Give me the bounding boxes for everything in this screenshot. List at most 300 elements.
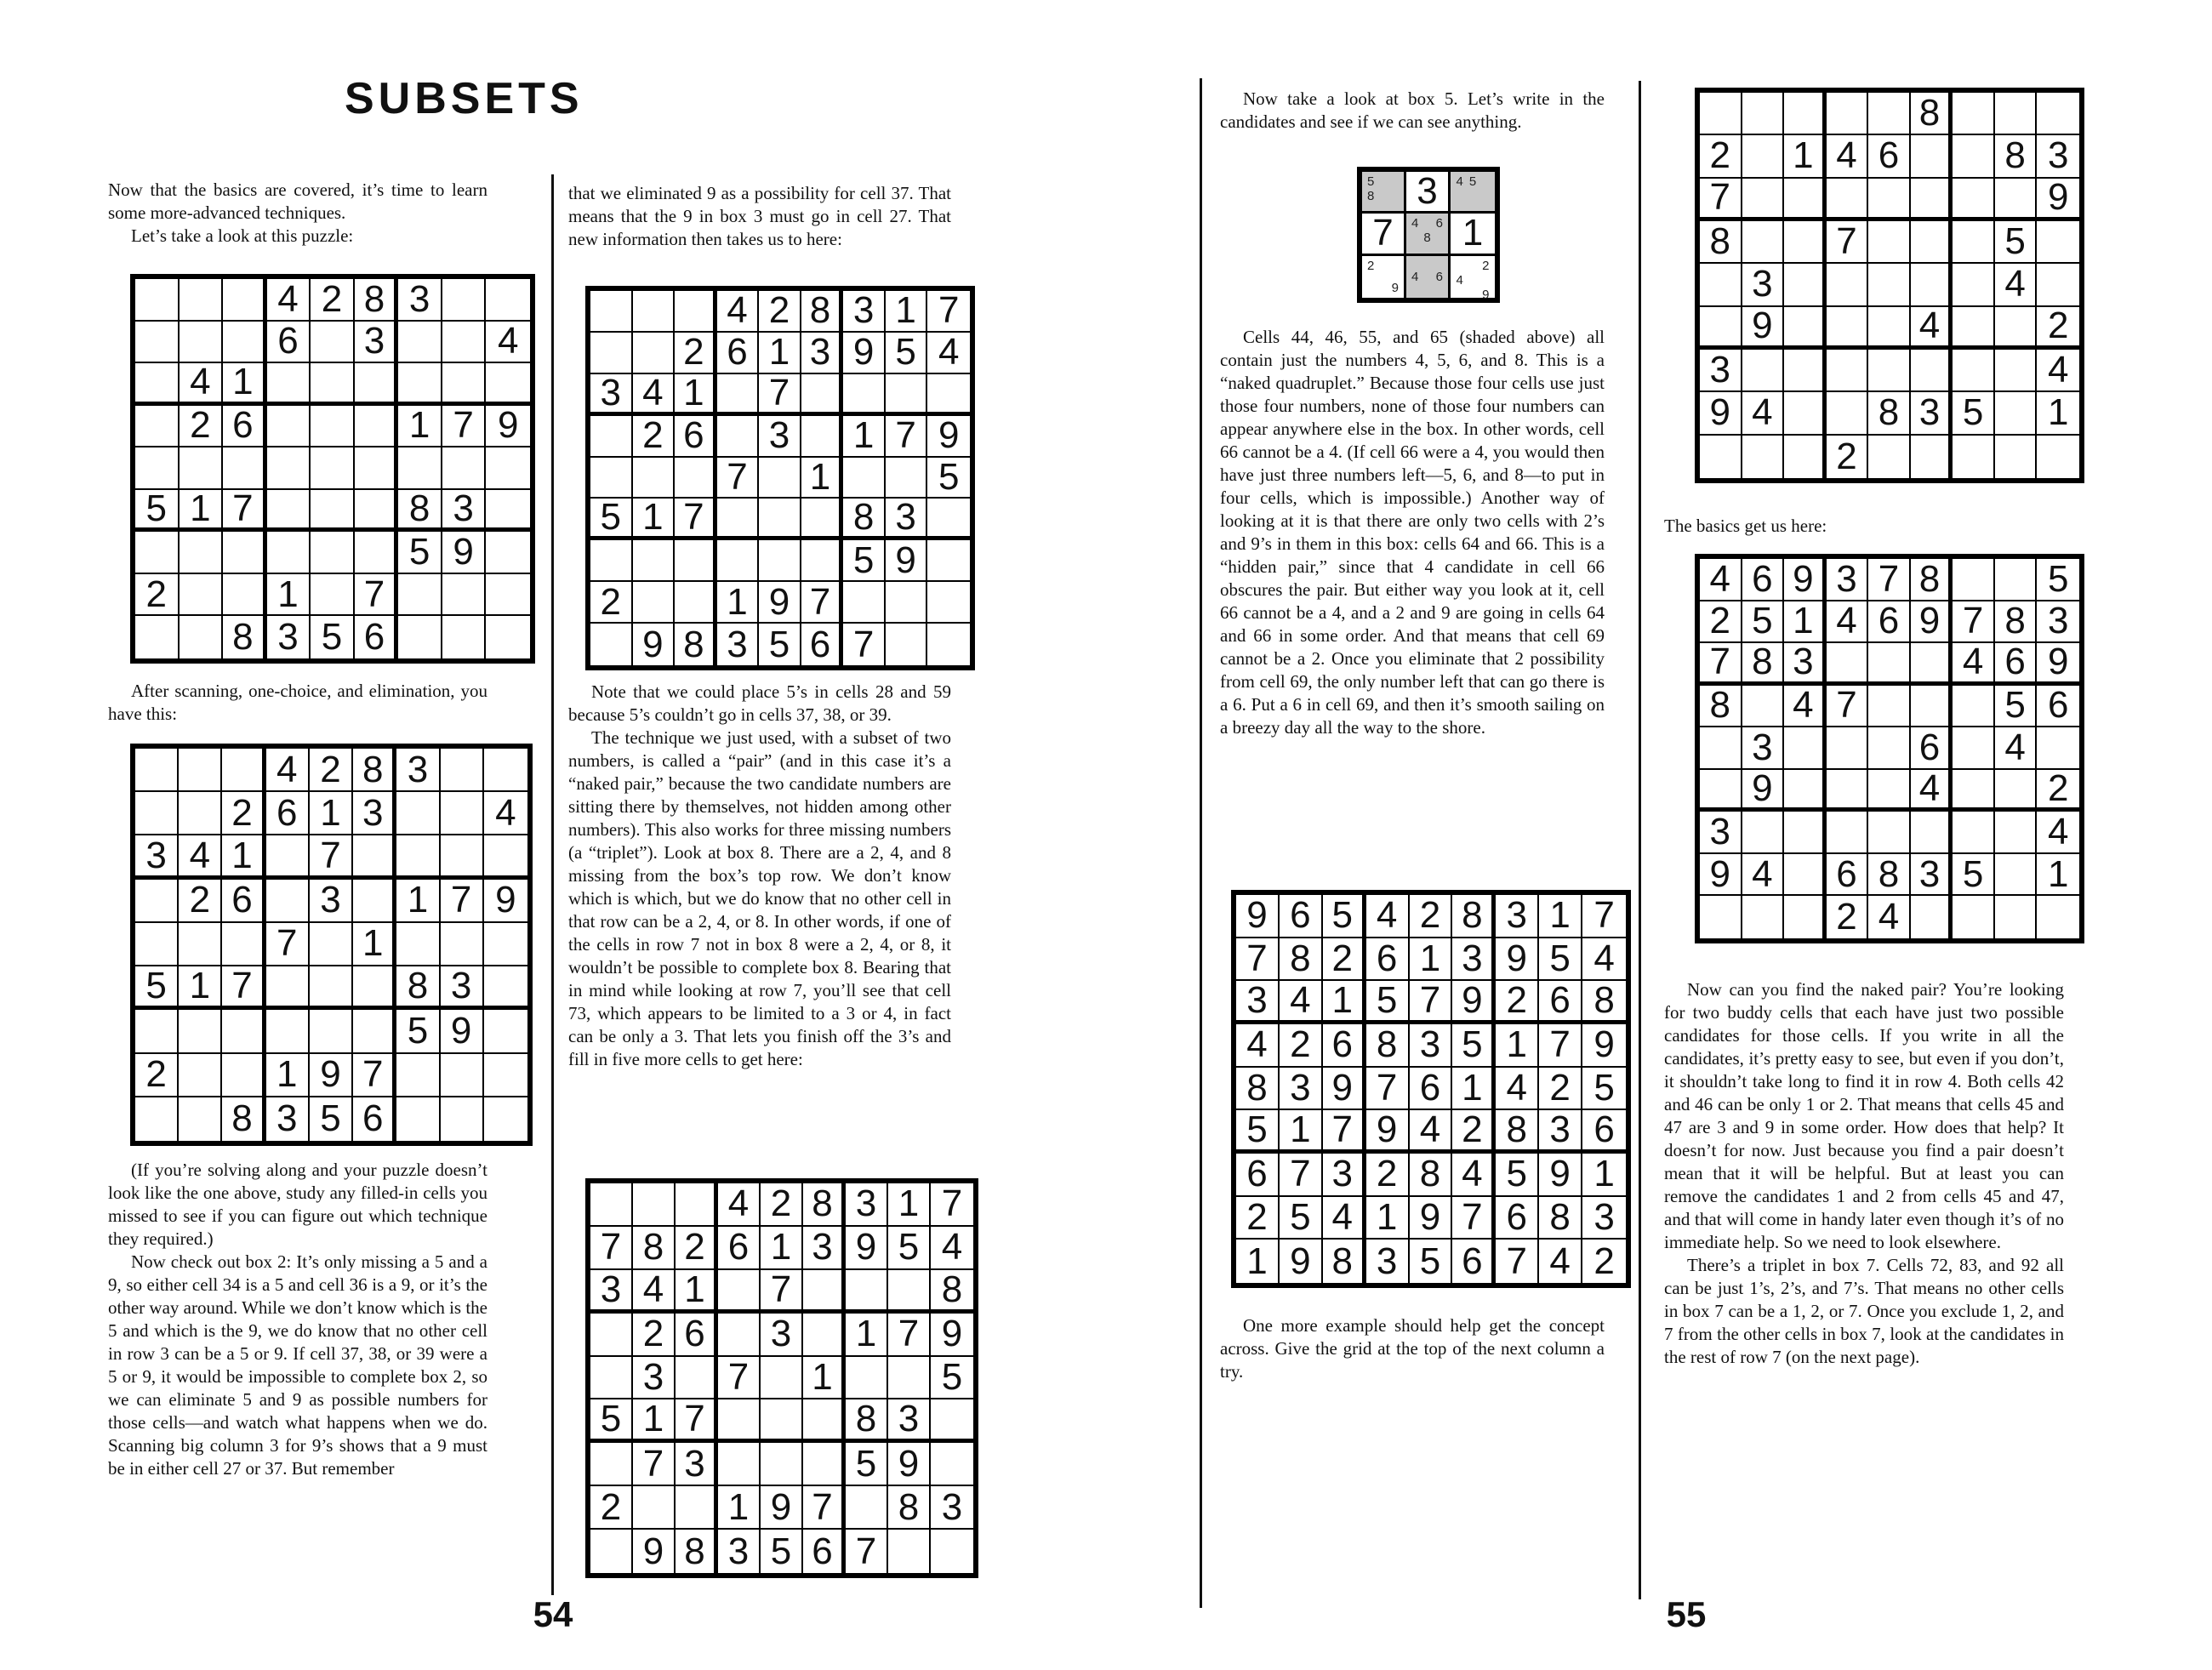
sudoku-cell bbox=[1784, 179, 1827, 221]
sudoku-cell: 5 bbox=[888, 1227, 931, 1270]
sudoku-cell: 4 bbox=[266, 749, 310, 792]
sudoku-cell bbox=[353, 880, 396, 923]
candidate-digit: 8 bbox=[1366, 189, 1375, 203]
sudoku-cell: 1 bbox=[801, 458, 844, 499]
candidate-digit bbox=[1421, 216, 1433, 231]
sudoku-cell bbox=[222, 1054, 265, 1097]
sudoku-cell bbox=[135, 532, 180, 574]
sudoku-cell bbox=[486, 279, 530, 322]
sudoku-cell: 7 bbox=[927, 291, 970, 333]
sudoku-cell: 3 bbox=[267, 616, 311, 658]
sudoku-cell bbox=[441, 1054, 484, 1097]
sudoku-cell bbox=[396, 835, 440, 879]
sudoku-cell bbox=[442, 447, 487, 490]
sudoku-cell: 9 bbox=[1784, 559, 1827, 601]
sudoku-cell: 6 bbox=[222, 880, 265, 923]
sudoku-cell bbox=[180, 279, 224, 322]
intro-box5-paragraph bbox=[1220, 88, 1605, 134]
sudoku-cell: 9 bbox=[2037, 179, 2079, 221]
sudoku-cell: 6 bbox=[1323, 1024, 1366, 1068]
big-digit: 3 bbox=[1417, 170, 1438, 213]
sudoku-cell: 8 bbox=[1742, 643, 1785, 686]
sudoku-cell: 3 bbox=[761, 1314, 803, 1357]
sudoku-cell: 7 bbox=[1827, 686, 1869, 728]
sudoku-cell: 6 bbox=[1496, 1197, 1539, 1240]
sudoku-cell bbox=[1784, 436, 1827, 478]
sudoku-cell: 3 bbox=[396, 749, 440, 792]
sudoku-cell bbox=[1784, 727, 1827, 770]
sudoku-cell bbox=[222, 1010, 265, 1053]
sudoku-cell: 6 bbox=[803, 1530, 846, 1573]
sudoku-grid-solved bbox=[1231, 890, 1631, 1288]
sudoku-cell: 8 bbox=[1582, 981, 1626, 1024]
sudoku-cell: 8 bbox=[398, 490, 442, 533]
sudoku-cell bbox=[1700, 436, 1742, 478]
paragraph: Cells 44, 46, 55, and 65 (shaded above) all contain just the numbers 4, 5, 6, and 8. This is a “naked quadruplet.” Because those four cells use just those four numbers, none of those four numbers can appear anywhere else in the box. In other words, cell 66 cannot be a 4. (If cell 66 were a 4, you would then have just three numbers left—5, 6, and 8—to put in four cells, which is impossible.) Another way of looking at it is that there are only two cells with 2’s and 9’s in them in this box: cells 64 and 66. This is a “hidden pair,” since that 4 candidate in cell 66 obscures the pair. But either way you look at it, cell 66 cannot be a 4, and a 2 and 9 are going in cells 64 and 66 in some order. And that means that cell 69 cannot be a 2. Once you eliminate that 2 possibility from cell 69, the only number left that can go there is a 6. Put a 6 in cell 69, and then it’s smooth sailing on a breezy day all the way to the shore. bbox=[1220, 327, 1605, 738]
sudoku-cell: 6 bbox=[1410, 1068, 1453, 1111]
sudoku-cell bbox=[1868, 686, 1911, 728]
sudoku-cell bbox=[135, 447, 180, 490]
sudoku-cell: 7 bbox=[675, 499, 717, 540]
sudoku-cell: 9 bbox=[1582, 1024, 1626, 1068]
sudoku-cell bbox=[1827, 812, 1869, 854]
sudoku-cell: 1 bbox=[675, 374, 717, 416]
sudoku-cell bbox=[803, 1443, 846, 1486]
caption-after-scanning bbox=[108, 680, 487, 726]
sudoku-cell bbox=[886, 374, 928, 416]
candidate-digit bbox=[1479, 273, 1492, 288]
sudoku-cell: 7 bbox=[1868, 559, 1911, 601]
sudoku-cell: 3 bbox=[1539, 1110, 1582, 1154]
sudoku-cell: 3 bbox=[398, 279, 442, 322]
sudoku-cell bbox=[223, 574, 267, 617]
sudoku-cell bbox=[180, 322, 224, 364]
sudoku-cell bbox=[718, 1270, 761, 1314]
sudoku-cell: 2 bbox=[1827, 896, 1869, 938]
sudoku-cell bbox=[1868, 179, 1911, 221]
sudoku-grid-after-triplet bbox=[585, 1178, 978, 1578]
sudoku-cell: 4 bbox=[486, 322, 530, 364]
sudoku-cell: 5 bbox=[1995, 221, 2038, 264]
sudoku-cell: 4 bbox=[1366, 895, 1410, 938]
sudoku-cell bbox=[590, 1314, 633, 1357]
sudoku-cell: 5 bbox=[310, 1097, 353, 1141]
sudoku-cell: 7 bbox=[1700, 179, 1742, 221]
sudoku-cell: 5 bbox=[590, 1399, 633, 1443]
sudoku-cell bbox=[1995, 350, 2038, 392]
sudoku-cell: 1 bbox=[180, 490, 224, 533]
sudoku-cell: 5 bbox=[843, 540, 886, 582]
sudoku-cell bbox=[633, 540, 676, 582]
sudoku-cell bbox=[179, 923, 222, 966]
candidate-digit: 2 bbox=[1482, 258, 1490, 273]
sudoku-cell bbox=[1784, 350, 1827, 392]
sudoku-cell bbox=[761, 1357, 803, 1400]
candidate-digit bbox=[1421, 284, 1433, 295]
sudoku-cell: 7 bbox=[633, 1443, 676, 1486]
sudoku-cell bbox=[1784, 221, 1827, 264]
sudoku-cell bbox=[135, 322, 180, 364]
sudoku-cell bbox=[888, 1530, 931, 1573]
sudoku-cell: 9 bbox=[310, 1054, 353, 1097]
sudoku-cell bbox=[717, 374, 760, 416]
sudoku-cell: 2 bbox=[310, 749, 353, 792]
candidate-mini-grid bbox=[1409, 216, 1445, 250]
sudoku-cell bbox=[1911, 179, 1953, 221]
sudoku-cell: 1 bbox=[2037, 392, 2079, 435]
sudoku-cell bbox=[1742, 812, 1785, 854]
candidate-digit bbox=[1466, 199, 1479, 209]
sudoku-cell bbox=[398, 322, 442, 364]
sudoku-grid-new-puzzle bbox=[1695, 88, 2084, 483]
sudoku-cell: 7 bbox=[803, 1486, 846, 1530]
sudoku-cell bbox=[1700, 727, 1742, 770]
sudoku-cell: 2 bbox=[311, 279, 355, 322]
candidate-digit bbox=[1453, 199, 1466, 209]
candidate-mini-grid bbox=[1365, 259, 1401, 295]
sudoku-cell bbox=[1742, 350, 1785, 392]
sudoku-cell: 6 bbox=[1452, 1240, 1496, 1283]
sudoku-cell bbox=[590, 458, 633, 499]
sudoku-cell: 3 bbox=[353, 792, 396, 835]
sudoku-cell bbox=[180, 532, 224, 574]
sudoku-cell: 3 bbox=[2037, 601, 2079, 644]
sudoku-cell: 7 bbox=[1410, 981, 1453, 1024]
sudoku-cell bbox=[223, 322, 267, 364]
sudoku-cell: 3 bbox=[931, 1486, 973, 1530]
sudoku-cell: 6 bbox=[801, 624, 844, 665]
sudoku-cell: 7 bbox=[888, 1314, 931, 1357]
candidate-digit: 4 bbox=[1456, 174, 1463, 189]
box5-candidate-cell bbox=[1406, 214, 1451, 255]
continuation-paragraph bbox=[568, 182, 951, 251]
candidate-mini-grid bbox=[1453, 174, 1492, 208]
sudoku-cell bbox=[1953, 264, 1995, 306]
sudoku-cell bbox=[1827, 264, 1869, 306]
candidate-digit bbox=[1409, 231, 1421, 245]
sudoku-cell bbox=[484, 749, 527, 792]
paragraph: Now can you find the naked pair? You’re looking for two buddy cells that each have just two possible candidates for those cells. If you write in all the candidates, it’s pretty easy to see, but even if you don’t, it shouldn’t take long to find it in row 4. Both cells 42 and 46 can be only 1 or 2. That means that cells 45 and 47 are 3 and 9 in some order. How does that help? It doesn’t for now. Just because you find a pair doesn’t mean that it will be helpful. But at least you can remove the candidates 1 and 2 from cells 45 and 47, and that will come in handy later even though it’s of no immediate help. So we need to look elsewhere. bbox=[1664, 979, 2064, 1252]
sudoku-cell: 2 bbox=[135, 574, 180, 617]
sudoku-cell: 4 bbox=[1323, 1197, 1366, 1240]
sudoku-cell bbox=[846, 1357, 888, 1400]
sudoku-cell: 5 bbox=[1410, 1240, 1453, 1283]
candidate-digit: 6 bbox=[1435, 269, 1443, 284]
sudoku-cell bbox=[590, 624, 633, 665]
sudoku-cell: 3 bbox=[718, 1530, 761, 1573]
sudoku-cell bbox=[1868, 643, 1911, 686]
sudoku-cell: 5 bbox=[759, 624, 801, 665]
sudoku-cell bbox=[1868, 812, 1911, 854]
sudoku-cell: 8 bbox=[1911, 93, 1953, 135]
sudoku-cell bbox=[355, 490, 399, 533]
sudoku-cell bbox=[442, 363, 487, 406]
sudoku-cell bbox=[1784, 770, 1827, 812]
sudoku-cell: 3 bbox=[886, 499, 928, 540]
sudoku-cell bbox=[311, 447, 355, 490]
candidate-digit: 5 bbox=[1468, 174, 1477, 189]
paragraph: There’s a triplet in box 7. Cells 72, 83, and 92 all can be just 1’s, 2’s, and 7’s. That means no other cells in box 7 can be a 1, 2, or 7. Once you exclude 1, 2, and 7 from the other cells in box 7, look at the candidates in the rest of row 7 (on the next page). bbox=[1664, 1255, 2064, 1367]
sudoku-cell: 8 bbox=[1452, 895, 1496, 938]
sudoku-cell: 6 bbox=[1868, 601, 1911, 644]
sudoku-cell: 1 bbox=[1452, 1068, 1496, 1111]
candidate-digit bbox=[1466, 189, 1479, 199]
sudoku-cell: 3 bbox=[1700, 350, 1742, 392]
sudoku-cell: 7 bbox=[931, 1183, 973, 1227]
sudoku-cell: 4 bbox=[1827, 601, 1869, 644]
paragraph: The technique we just used, with a subset of two numbers, is called a “pair” (and in this case it’s a “naked pair,” because the two candidate numbers are sitting there by themselves, not hidden among other numbers). This also works for three missing numbers (a “triplet”). Look at box 8. There are a 2, 4, and 8 missing from the box’s top row. We don’t know which is which, but we do know that no other cell in that row can be a 2, 4, or 8. In other words, if one of the cells in row 7 not in box 8 were a 2, 4, or 8, it wouldn’t be possible to complete box 8. Bearing that in mind while looking at row 7, you’ll see that cell 73, which appears to be limited to a 3 or 4, in fact can be only a 3. That lets you finish off the 3’s and fill in five more cells to get here: bbox=[568, 727, 951, 1069]
sudoku-cell: 7 bbox=[846, 1530, 888, 1573]
sudoku-cell: 1 bbox=[1280, 1110, 1323, 1154]
sudoku-cell bbox=[135, 792, 179, 835]
sudoku-cell bbox=[1868, 770, 1911, 812]
sudoku-cell: 4 bbox=[927, 333, 970, 374]
sudoku-cell: 4 bbox=[1911, 307, 1953, 350]
sudoku-cell bbox=[1827, 392, 1869, 435]
sudoku-cell bbox=[1911, 135, 1953, 178]
sudoku-cell: 9 bbox=[1496, 938, 1539, 982]
sudoku-cell bbox=[2037, 221, 2079, 264]
candidate-digit bbox=[1466, 288, 1479, 302]
sudoku-cell: 8 bbox=[843, 499, 886, 540]
sudoku-cell bbox=[1995, 896, 2038, 938]
sudoku-cell bbox=[590, 416, 633, 458]
sudoku-cell: 6 bbox=[1236, 1154, 1280, 1197]
sudoku-cell: 3 bbox=[1496, 895, 1539, 938]
sudoku-cell bbox=[1742, 179, 1785, 221]
sudoku-cell: 5 bbox=[886, 333, 928, 374]
sudoku-cell: 9 bbox=[843, 333, 886, 374]
sudoku-cell bbox=[310, 966, 353, 1010]
sudoku-cell: 3 bbox=[633, 1357, 676, 1400]
sudoku-cell: 6 bbox=[266, 792, 310, 835]
sudoku-cell: 5 bbox=[1236, 1110, 1280, 1154]
sudoku-cell bbox=[1953, 727, 1995, 770]
sudoku-cell: 3 bbox=[846, 1183, 888, 1227]
sudoku-cell bbox=[801, 499, 844, 540]
sudoku-cell: 4 bbox=[1496, 1068, 1539, 1111]
sudoku-cell bbox=[1868, 93, 1911, 135]
sudoku-cell: 4 bbox=[1452, 1154, 1496, 1197]
sudoku-cell: 4 bbox=[717, 291, 760, 333]
sudoku-cell bbox=[1953, 350, 1995, 392]
sudoku-cell bbox=[1995, 854, 2038, 897]
sudoku-cell: 2 bbox=[222, 792, 265, 835]
sudoku-cell: 4 bbox=[1582, 938, 1626, 982]
sudoku-cell bbox=[927, 499, 970, 540]
box5-solved-cell bbox=[1451, 214, 1495, 255]
sudoku-cell bbox=[803, 1399, 846, 1443]
page-number-right: 55 bbox=[1666, 1594, 1707, 1634]
sudoku-cell bbox=[266, 835, 310, 879]
sudoku-cell: 7 bbox=[1700, 643, 1742, 686]
sudoku-cell: 8 bbox=[222, 1097, 265, 1141]
sudoku-cell bbox=[590, 540, 633, 582]
sudoku-cell: 4 bbox=[1995, 264, 2038, 306]
sudoku-cell: 9 bbox=[1911, 601, 1953, 644]
sudoku-cell: 4 bbox=[1539, 1240, 1582, 1283]
sudoku-cell: 5 bbox=[931, 1357, 973, 1400]
sudoku-cell: 6 bbox=[676, 1314, 718, 1357]
sudoku-cell: 5 bbox=[1496, 1154, 1539, 1197]
sudoku-cell: 4 bbox=[1742, 392, 1785, 435]
sudoku-cell: 4 bbox=[931, 1227, 973, 1270]
sudoku-cell: 6 bbox=[2037, 686, 2079, 728]
sudoku-cell bbox=[1827, 643, 1869, 686]
sudoku-cell: 2 bbox=[761, 1183, 803, 1227]
candidate-digit bbox=[1377, 203, 1388, 208]
paragraph: Let’s take a look at this puzzle: bbox=[131, 225, 354, 246]
sudoku-cell bbox=[1868, 307, 1911, 350]
sudoku-cell: 2 bbox=[633, 416, 676, 458]
sudoku-cell bbox=[1827, 307, 1869, 350]
sudoku-cell: 5 bbox=[135, 966, 179, 1010]
sudoku-cell: 8 bbox=[931, 1270, 973, 1314]
candidate-mini-grid bbox=[1365, 174, 1401, 208]
sudoku-cell: 2 bbox=[180, 406, 224, 448]
sudoku-cell bbox=[396, 1097, 440, 1141]
sudoku-cell bbox=[1953, 559, 1995, 601]
sudoku-cell bbox=[180, 574, 224, 617]
sudoku-cell bbox=[442, 616, 487, 658]
sudoku-cell: 9 bbox=[931, 1314, 973, 1357]
sudoku-cell bbox=[1784, 896, 1827, 938]
sudoku-cell: 3 bbox=[717, 624, 760, 665]
sudoku-cell bbox=[1784, 307, 1827, 350]
sudoku-cell bbox=[1953, 436, 1995, 478]
sudoku-cell: 8 bbox=[1868, 392, 1911, 435]
sudoku-cell bbox=[1827, 93, 1869, 135]
sudoku-cell: 8 bbox=[1911, 559, 1953, 601]
sudoku-cell: 2 bbox=[2037, 770, 2079, 812]
sudoku-cell bbox=[1700, 896, 1742, 938]
sudoku-cell bbox=[927, 540, 970, 582]
candidate-digit: 8 bbox=[1423, 231, 1431, 246]
sudoku-cell: 1 bbox=[1236, 1240, 1280, 1283]
candidate-digit bbox=[1389, 273, 1401, 281]
page-number-left: 54 bbox=[533, 1594, 573, 1634]
sudoku-cell bbox=[179, 792, 222, 835]
candidate-digit bbox=[1434, 284, 1445, 295]
sudoku-cell bbox=[931, 1443, 973, 1486]
sudoku-cell: 3 bbox=[1911, 392, 1953, 435]
box5-candidate-cell bbox=[1406, 256, 1451, 298]
sudoku-cell bbox=[843, 374, 886, 416]
sudoku-cell bbox=[222, 923, 265, 966]
paragraph: (If you’re solving along and your puzzle doesn’t look like the one above, study any filled-in cells you missed to see if you can figure out which technique they required.) bbox=[108, 1160, 487, 1249]
big-digit: 7 bbox=[1372, 212, 1394, 254]
sudoku-cell bbox=[1827, 350, 1869, 392]
candidate-digit bbox=[1377, 281, 1388, 295]
sudoku-cell bbox=[803, 1314, 846, 1357]
sudoku-cell bbox=[676, 1183, 718, 1227]
sudoku-cell: 7 bbox=[1280, 1154, 1323, 1197]
chapter-title: SUBSETS bbox=[345, 74, 584, 123]
sudoku-cell bbox=[590, 291, 633, 333]
sudoku-cell bbox=[1953, 135, 1995, 178]
sudoku-cell bbox=[846, 1270, 888, 1314]
candidate-digit: 2 bbox=[1366, 258, 1375, 273]
sudoku-cell bbox=[355, 447, 399, 490]
sudoku-cell bbox=[355, 406, 399, 448]
sudoku-cell: 6 bbox=[353, 1097, 396, 1141]
paragraph: The basics get us here: bbox=[1664, 516, 1827, 536]
sudoku-cell: 3 bbox=[1410, 1024, 1453, 1068]
box5-candidate-cell bbox=[1451, 172, 1495, 214]
sudoku-cell bbox=[267, 490, 311, 533]
sudoku-cell: 8 bbox=[1868, 854, 1911, 897]
sudoku-cell bbox=[441, 749, 484, 792]
sudoku-cell bbox=[1827, 727, 1869, 770]
paragraph: Now that the basics are covered, it’s time to learn some more-advanced techniques. bbox=[108, 180, 487, 223]
sudoku-cell bbox=[1911, 686, 1953, 728]
sudoku-cell bbox=[135, 279, 180, 322]
right-page-column-divider bbox=[1639, 81, 1641, 1599]
sudoku-cell: 1 bbox=[223, 363, 267, 406]
sudoku-grid-basics-result bbox=[1695, 554, 2084, 943]
sudoku-cell bbox=[1784, 854, 1827, 897]
sudoku-cell: 5 bbox=[1742, 601, 1785, 644]
sudoku-cell bbox=[590, 1183, 633, 1227]
sudoku-cell bbox=[801, 374, 844, 416]
sudoku-cell: 6 bbox=[355, 616, 399, 658]
sudoku-cell bbox=[1742, 686, 1785, 728]
sudoku-cell: 3 bbox=[803, 1227, 846, 1270]
sudoku-cell: 7 bbox=[1366, 1068, 1410, 1111]
sudoku-cell: 2 bbox=[590, 1486, 633, 1530]
sudoku-cell bbox=[1995, 93, 2038, 135]
candidate-digit bbox=[1389, 189, 1401, 203]
sudoku-cell bbox=[486, 616, 530, 658]
sudoku-cell bbox=[311, 363, 355, 406]
candidate-digit bbox=[1409, 284, 1421, 295]
sudoku-cell bbox=[396, 923, 440, 966]
sudoku-cell: 1 bbox=[1496, 1024, 1539, 1068]
candidate-digit bbox=[1479, 199, 1492, 209]
sudoku-cell: 1 bbox=[1784, 135, 1827, 178]
sudoku-cell bbox=[590, 333, 633, 374]
sudoku-cell: 3 bbox=[2037, 135, 2079, 178]
sudoku-cell bbox=[633, 582, 676, 624]
sudoku-cell: 6 bbox=[1539, 981, 1582, 1024]
sudoku-cell: 3 bbox=[590, 374, 633, 416]
sudoku-cell: 5 bbox=[927, 458, 970, 499]
sudoku-cell bbox=[1700, 264, 1742, 306]
sudoku-cell: 8 bbox=[675, 624, 717, 665]
box5-candidate-cell bbox=[1451, 256, 1495, 302]
sudoku-cell bbox=[442, 322, 487, 364]
sudoku-cell: 4 bbox=[1236, 1024, 1280, 1068]
sudoku-cell bbox=[484, 923, 527, 966]
sudoku-cell: 8 bbox=[1539, 1197, 1582, 1240]
sudoku-cell bbox=[886, 624, 928, 665]
sudoku-cell bbox=[843, 582, 886, 624]
sudoku-cell bbox=[1995, 436, 2038, 478]
sudoku-cell: 8 bbox=[888, 1486, 931, 1530]
sudoku-cell bbox=[398, 616, 442, 658]
sudoku-cell bbox=[590, 1357, 633, 1400]
sudoku-cell: 3 bbox=[843, 291, 886, 333]
sudoku-cell: 3 bbox=[801, 333, 844, 374]
sudoku-cell: 9 bbox=[1700, 392, 1742, 435]
sudoku-cell: 7 bbox=[718, 1357, 761, 1400]
sudoku-cell bbox=[1911, 436, 1953, 478]
sudoku-cell bbox=[1953, 770, 1995, 812]
sudoku-cell: 7 bbox=[590, 1227, 633, 1270]
sudoku-cell bbox=[718, 1314, 761, 1357]
candidate-digit bbox=[1434, 245, 1445, 250]
sudoku-cell bbox=[633, 1183, 676, 1227]
